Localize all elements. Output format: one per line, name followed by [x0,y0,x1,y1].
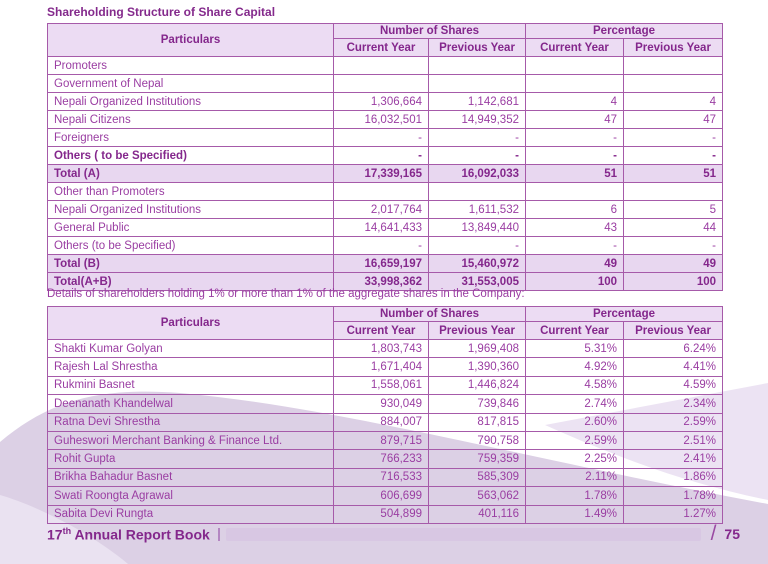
percent-current-year-cell [526,57,624,75]
percent-current-year-cell: 2.74% [526,395,624,413]
shares-current-year-cell [334,75,429,93]
shares-current-year-cell: 884,007 [334,413,429,431]
shares-current-year-cell: - [334,147,429,165]
table-row [48,376,723,394]
percent-current-year-cell: 47 [526,111,624,129]
percent-previous-year-cell: 1.27% [624,505,723,523]
percent-current-year-cell [526,183,624,201]
shares-previous-year-cell: 739,846 [429,395,526,413]
col-header-percent-current-year: Current Year [526,39,624,57]
percent-current-year-cell [526,75,624,93]
table-row [48,219,723,237]
particulars-cell: Nepali Citizens [48,111,334,129]
percent-current-year-cell: 100 [526,273,624,291]
table-row [48,201,723,219]
percent-previous-year-cell: 44 [624,219,723,237]
percent-current-year-cell: - [526,237,624,255]
particulars-cell: Guheswori Merchant Banking & Finance Ltd. [48,431,334,449]
shares-current-year-cell: 16,032,501 [334,111,429,129]
particulars-cell: Other than Promoters [48,183,334,201]
percent-previous-year-cell: 4.59% [624,376,723,394]
shares-current-year-cell: 33,998,362 [334,273,429,291]
shares-current-year-cell: 716,533 [334,468,429,486]
table-row [48,505,723,523]
percent-current-year-cell: - [526,147,624,165]
page-number-slash: / [710,522,717,545]
table-row [48,450,723,468]
particulars-cell: Rukmini Basnet [48,376,334,394]
footer-divider [218,528,220,541]
percent-previous-year-cell: 2.59% [624,413,723,431]
percent-current-year-cell: 2.60% [526,413,624,431]
particulars-cell: Total (B) [48,255,334,273]
shares-previous-year-cell [429,57,526,75]
table-row [48,255,723,273]
table-row [48,111,723,129]
report-title-text: Annual Report Book [71,526,210,543]
shares-current-year-cell: 879,715 [334,431,429,449]
shares-current-year-cell [334,183,429,201]
col-header-percentage: Percentage [526,307,723,322]
table-row [48,75,723,93]
percent-previous-year-cell: 47 [624,111,723,129]
col-header-shares-previous-year: Previous Year [429,322,526,340]
shares-previous-year-cell: - [429,147,526,165]
particulars-cell: Nepali Organized Institutions [48,93,334,111]
percent-previous-year-cell: 4 [624,93,723,111]
shares-current-year-cell: 606,699 [334,487,429,505]
shares-previous-year-cell: 14,949,352 [429,111,526,129]
particulars-cell: Total(A+B) [48,273,334,291]
shares-previous-year-cell: 401,116 [429,505,526,523]
col-header-particulars: Particulars [48,24,334,57]
percent-current-year-cell: 4 [526,93,624,111]
section1-title: Shareholding Structure of Share Capital [47,5,276,19]
table-row [48,340,723,358]
col-header-particulars: Particulars [48,307,334,340]
particulars-cell: Others ( to be Specified) [48,147,334,165]
shares-current-year-cell: 1,558,061 [334,376,429,394]
shares-previous-year-cell: 16,092,033 [429,165,526,183]
percent-previous-year-cell: 49 [624,255,723,273]
percent-current-year-cell: 2.11% [526,468,624,486]
particulars-cell: Shakti Kumar Golyan [48,340,334,358]
percent-previous-year-cell [624,75,723,93]
table-row [48,57,723,75]
percent-current-year-cell: 43 [526,219,624,237]
percent-current-year-cell: - [526,129,624,147]
percent-current-year-cell: 51 [526,165,624,183]
particulars-cell: Government of Nepal [48,75,334,93]
col-header-percent-previous-year: Previous Year [624,39,723,57]
particulars-cell: Promoters [48,57,334,75]
shares-previous-year-cell: 1,969,408 [429,340,526,358]
shares-current-year-cell: 1,671,404 [334,358,429,376]
shares-previous-year-cell: 759,359 [429,450,526,468]
shares-previous-year-cell: 31,553,005 [429,273,526,291]
percent-current-year-cell: 2.25% [526,450,624,468]
percent-current-year-cell: 5.31% [526,340,624,358]
particulars-cell: Rohit Gupta [48,450,334,468]
percent-previous-year-cell: 2.34% [624,395,723,413]
percent-previous-year-cell: 1.86% [624,468,723,486]
table-row [48,93,723,111]
particulars-cell: Swati Roongta Agrawal [48,487,334,505]
shares-current-year-cell: 766,233 [334,450,429,468]
percent-current-year-cell: 2.59% [526,431,624,449]
percent-previous-year-cell: - [624,237,723,255]
particulars-cell: Deenanath Khandelwal [48,395,334,413]
table-row [48,165,723,183]
shares-current-year-cell: 930,049 [334,395,429,413]
col-header-number-of-shares: Number of Shares [334,307,526,322]
shares-previous-year-cell: 817,815 [429,413,526,431]
shares-previous-year-cell: 1,390,360 [429,358,526,376]
shares-current-year-cell [334,57,429,75]
particulars-cell: Nepali Organized Institutions [48,201,334,219]
percent-previous-year-cell: 2.41% [624,450,723,468]
particulars-cell: Others (to be Specified) [48,237,334,255]
table-row [48,237,723,255]
table-row [48,395,723,413]
shares-current-year-cell: 16,659,197 [334,255,429,273]
percent-previous-year-cell [624,183,723,201]
percent-previous-year-cell: - [624,147,723,165]
particulars-cell: Brikha Bahadur Basnet [48,468,334,486]
shares-current-year-cell: 14,641,433 [334,219,429,237]
section2-title: Details of shareholders holding 1% or more than 1% of the aggregate shares in the Company: [47,288,525,300]
shares-previous-year-cell: 1,446,824 [429,376,526,394]
shares-previous-year-cell: 585,309 [429,468,526,486]
shares-current-year-cell: 504,899 [334,505,429,523]
shares-previous-year-cell: - [429,237,526,255]
percent-previous-year-cell: 5 [624,201,723,219]
percent-current-year-cell: 1.49% [526,505,624,523]
table-row [48,183,723,201]
shares-current-year-cell: 2,017,764 [334,201,429,219]
shares-current-year-cell: 1,306,664 [334,93,429,111]
shares-previous-year-cell [429,75,526,93]
percent-previous-year-cell: 51 [624,165,723,183]
table-row [48,147,723,165]
particulars-cell: Foreigners [48,129,334,147]
shares-previous-year-cell [429,183,526,201]
report-number: 17 [47,526,63,543]
particulars-cell: Sabita Devi Rungta [48,505,334,523]
report-number-suffix: th [62,525,72,536]
percent-previous-year-cell: 100 [624,273,723,291]
percent-previous-year-cell: 2.51% [624,431,723,449]
particulars-cell: Rajesh Lal Shrestha [48,358,334,376]
shares-current-year-cell: 1,803,743 [334,340,429,358]
col-header-shares-current-year: Current Year [334,39,429,57]
percent-previous-year-cell: 4.41% [624,358,723,376]
particulars-cell: Ratna Devi Shrestha [48,413,334,431]
shares-previous-year-cell: 15,460,972 [429,255,526,273]
table-row [48,487,723,505]
shares-previous-year-cell: - [429,129,526,147]
col-header-shares-previous-year: Previous Year [429,39,526,57]
percent-previous-year-cell: 1.78% [624,487,723,505]
col-header-percent-previous-year: Previous Year [624,322,723,340]
shares-current-year-cell: 17,339,165 [334,165,429,183]
report-title [47,526,210,543]
col-header-percentage: Percentage [526,24,723,39]
col-header-shares-current-year: Current Year [334,322,429,340]
col-header-number-of-shares: Number of Shares [334,24,526,39]
percent-current-year-cell: 1.78% [526,487,624,505]
percent-previous-year-cell [624,57,723,75]
table-row [48,431,723,449]
table-row [48,129,723,147]
footer-bar [226,528,701,541]
page-footer [47,522,740,546]
particulars-cell: General Public [48,219,334,237]
table-row [48,468,723,486]
table-row [48,358,723,376]
percent-previous-year-cell: - [624,129,723,147]
percent-previous-year-cell: 6.24% [624,340,723,358]
shares-previous-year-cell: 790,758 [429,431,526,449]
page-number: 75 [724,526,740,542]
shares-previous-year-cell: 563,062 [429,487,526,505]
particulars-cell: Total (A) [48,165,334,183]
table-row [48,413,723,431]
percent-current-year-cell: 4.58% [526,376,624,394]
shares-previous-year-cell: 1,142,681 [429,93,526,111]
shares-previous-year-cell: 13,849,440 [429,219,526,237]
shareholding-structure-table [47,23,723,291]
shares-current-year-cell: - [334,237,429,255]
shares-current-year-cell: - [334,129,429,147]
percent-current-year-cell: 49 [526,255,624,273]
col-header-percent-current-year: Current Year [526,322,624,340]
percent-current-year-cell: 6 [526,201,624,219]
shares-previous-year-cell: 1,611,532 [429,201,526,219]
major-shareholders-table [47,306,723,524]
percent-current-year-cell: 4.92% [526,358,624,376]
